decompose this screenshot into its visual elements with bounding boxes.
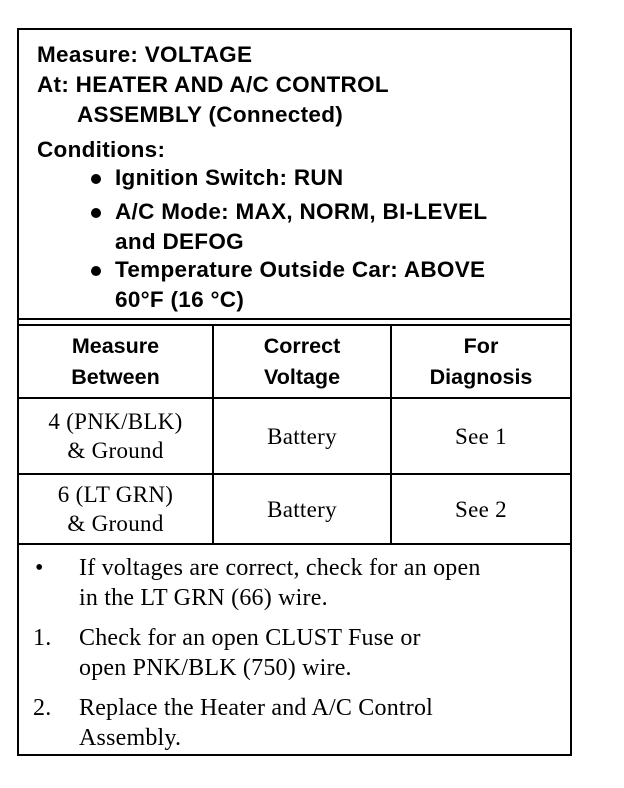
condition-item-continued: 60°F (16 °C) bbox=[115, 287, 245, 312]
at-line-1: At: HEATER AND A/C CONTROL bbox=[37, 72, 389, 97]
condition-item: Temperature Outside Car: ABOVE bbox=[115, 257, 486, 282]
diagnostic-chart bbox=[17, 28, 572, 756]
conditions-label: Conditions: bbox=[37, 137, 166, 162]
note-text: If voltages are correct, check for an open in the LT GRN (66) wire. bbox=[79, 555, 481, 611]
measurement-header bbox=[27, 30, 562, 325]
table-cell-measure-between: 6 (LT GRN) & Ground bbox=[57, 482, 174, 536]
column-header-measure-between: Measure Between bbox=[71, 333, 160, 389]
at-line-2: ASSEMBLY (Connected) bbox=[77, 102, 344, 127]
bullet-icon: • bbox=[35, 555, 44, 581]
note-item bbox=[33, 693, 562, 757]
diagnosis-notes bbox=[33, 545, 562, 754]
note-text: Check for an open CLUST Fuse or open PNK/BLK (750) wire. bbox=[79, 625, 421, 681]
condition-item-continued: and DEFOG bbox=[115, 229, 244, 254]
bullet-icon bbox=[91, 174, 101, 184]
note-number: 1. bbox=[33, 625, 52, 651]
note-number: 2. bbox=[33, 695, 52, 721]
note-item bbox=[33, 623, 562, 687]
column-header-for-diagnosis: For Diagnosis bbox=[429, 333, 533, 389]
bullet-icon bbox=[91, 208, 101, 218]
table-cell-diagnosis: See 2 bbox=[455, 496, 507, 522]
table-cell-voltage: Battery bbox=[267, 496, 337, 522]
measure-line: Measure: VOLTAGE bbox=[37, 42, 253, 67]
condition-item: A/C Mode: MAX, NORM, BI-LEVEL bbox=[115, 199, 488, 224]
table-cell-measure-between: 4 (PNK/BLK) & Ground bbox=[48, 409, 183, 463]
condition-item: Ignition Switch: RUN bbox=[115, 165, 344, 190]
bullet-icon bbox=[91, 266, 101, 276]
note-item bbox=[33, 553, 562, 617]
table-cell-voltage: Battery bbox=[267, 423, 337, 449]
column-header-correct-voltage: Correct Voltage bbox=[263, 333, 341, 389]
header-divider-top bbox=[19, 318, 570, 320]
table-cell-diagnosis: See 1 bbox=[455, 423, 507, 449]
note-text: Replace the Heater and A/C Control Assembly. bbox=[79, 695, 434, 751]
